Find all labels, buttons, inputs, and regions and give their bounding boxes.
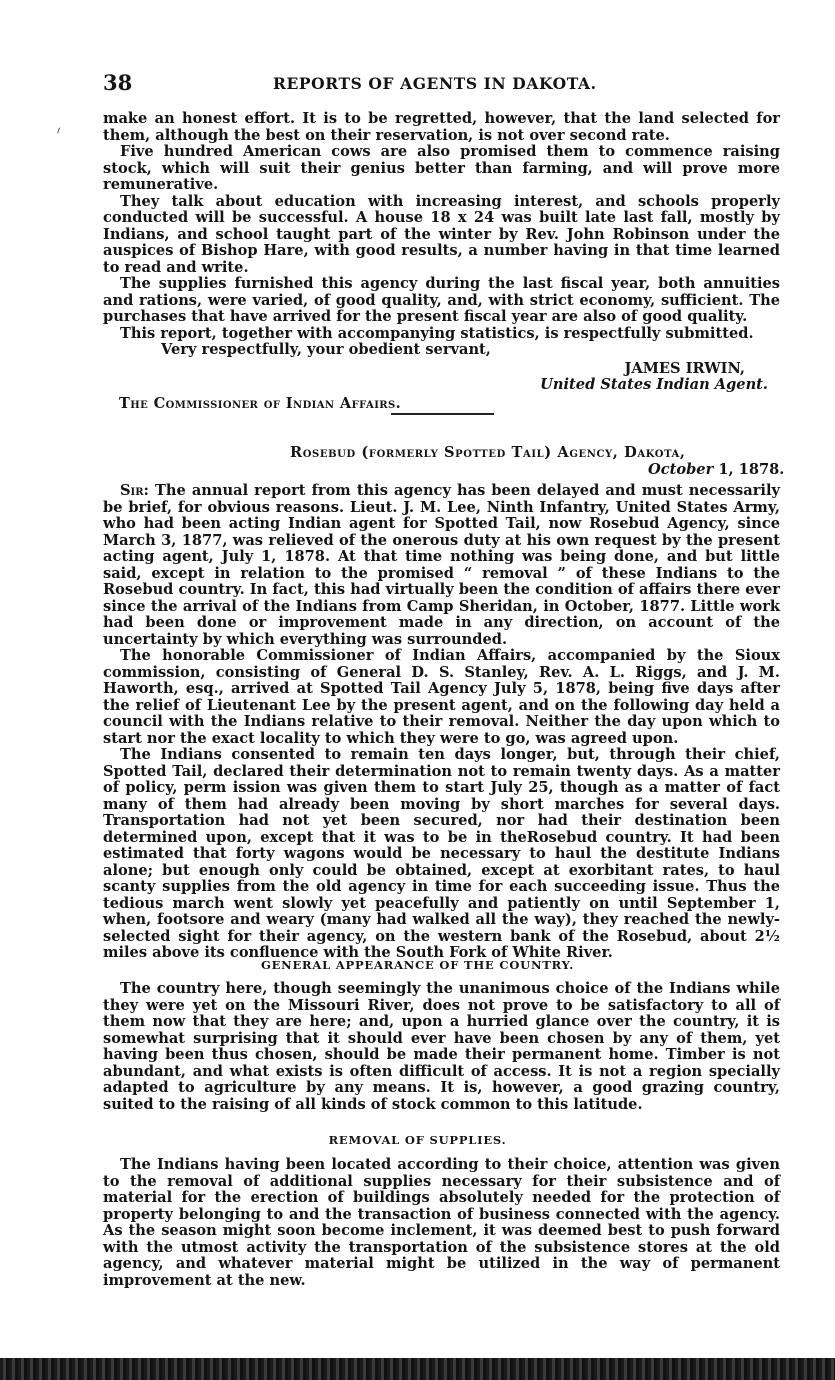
paragraph: The Indians having been located according to their choice, attention was given to the removal of additional supplies necessary for their subsistence and of material for the erection of buildings absolutely needed for the protection of property belonging to and the transaction of business connected with the agency. As the season might soon become inclement, it was deemed best to push forward with the utmost activity the transportation of the subsistence stores at the old agency, and whatever material might be utilized in the way of permanent improvement at the new. [103,1156,780,1289]
paragraph-text: The annual report from this agency has been delayed and must necessarily be brief, for obvious reasons. Lieut. J. M. Lee, Ninth Infantry, United States Army, who had been acting Indian agent for Spotted Tail, now Rosebud Agency, since March 3, 1877, was relieved of the onerous duty at his own request by the present acting agent, July 1, 1878. At that time nothing was being done, and but little said, except in relation to the promised “ removal ” of these Indians to the Rosebud country. In fact, this had virtually been the condition of affairs there ever since the arrival of the Indians from Camp Sheridan, in October, 1877. Little work had been done or improvement made in any direction, on account of the uncertainty by which everything was surrounded. [103,482,780,648]
general-appearance-section [103,981,780,1113]
signature-title: United States Indian Agent. [540,376,768,393]
dateline-date [648,461,784,478]
dateline-place: Rosebud (formerly Spotted Tail) Agency, Dakota, [290,444,686,461]
signature-name: JAMES IRWIN, [624,359,745,377]
paragraph [103,483,780,648]
dateline-month: October [648,461,714,478]
dateline-day-year: 1, 1878. [713,461,785,478]
paragraph: They talk about education with increasing interest, and schools properly conducted will be successful. A house 18 x 24 was built late last fall, mostly by Indians, and school taught part of the winter by Rev. John Robinson under the auspices of Bishop Hare, with good results, a number having in that time learned to read and write. [103,192,780,276]
page-number: 38 [103,70,133,95]
scan-edge [0,1358,835,1380]
paragraph: The Indians consented to remain ten days longer, but, through their chief, Spotted Tail, declared their determination not to remain twenty days. As a matter of policy, perm ission was given them to start July 25, though as a matter of fact many of them had already been moving by short marches for several days. Transportation had not yet been secured, nor had their destination been determined upon, except that it was to be in theRosebud country. It had been estimated that forty wagons would be necessary to haul the destitute Indians alone; but enough only could be obtained, except at exorbitant rates, to haul scanty supplies from the old agency in time for each succeeding issue. Thus the tedious march went slowly yet peacefully and patiently on until September 1, when, footsore and weary (many had walked all the way), they reached the newly-selected sight for their agency, on the western bank of the Rosebud, about 2½ miles above its confluence with the South Fork of White River. [103,746,780,961]
paragraph: Five hundred American cows are also promised them to commence raising stock, which will suit their genius better than farming, and will prove more remunerative. [103,143,780,193]
closing-line: Very respectfully, your obedient servant, [161,341,491,358]
salutation: Sir: [120,482,149,499]
addressee: The Commissioner of Indian Affairs. [119,394,402,412]
removal-section [103,1157,780,1289]
section-heading-general-appearance: GENERAL APPEARANCE OF THE COUNTRY. [260,958,575,972]
paragraph: The country here, though seemingly the unanimous choice of the Indians while they were yet on the Missouri River, does not prove to be satisfactory to all of them now that they are here; and, upon a hurried glance over the country, it is somewhat surprising that it should ever have been chosen by any of them, yet having been thus chosen, should be made their permanent home. Timber is not abundant, and what exists is often difficult of access. It is not a region specially adapted to agriculture by any means. It is, however, a good grazing country, suited to the raising of all kinds of stock common to this latitude. [103,980,780,1113]
running-head: REPORTS OF AGENTS IN DAKOTA. [273,74,597,93]
paragraph: The honorable Commissioner of Indian Affairs, accompanied by the Sioux commission, consisting of General D. S. Stanley, Rev. A. L. Riggs, and J. M. Haworth, esq., arrived at Spotted Tail Agency July 5, 1878, being five days after the relief of Lieutenant Lee by the present agent, and on the following day held a council with the Indians relative to their removal. Neither the day upon which to start nor the exact locality to which they were to go, was agreed upon. [103,647,780,747]
page-header [103,70,783,98]
paragraph: make an honest effort. It is to be regretted, however, that the land selected for them, although the best on their reservation, is not over second rate. [103,110,780,144]
continuation-section [103,111,780,412]
section-divider [391,413,494,415]
margin-mark [57,127,63,134]
rosebud-report [103,483,780,962]
section-heading-removal: REMOVAL OF SUPPLIES. [328,1133,507,1147]
paragraph: The supplies furnished this agency during the last fiscal year, both annuities and rations, were varied, of good quality, and, with strict economy, sufficient. The purchases that have arrived for the present fiscal year are also of good quality. [103,275,780,325]
paragraph: This report, together with accompanying statistics, is respectfully submitted. [120,324,754,342]
